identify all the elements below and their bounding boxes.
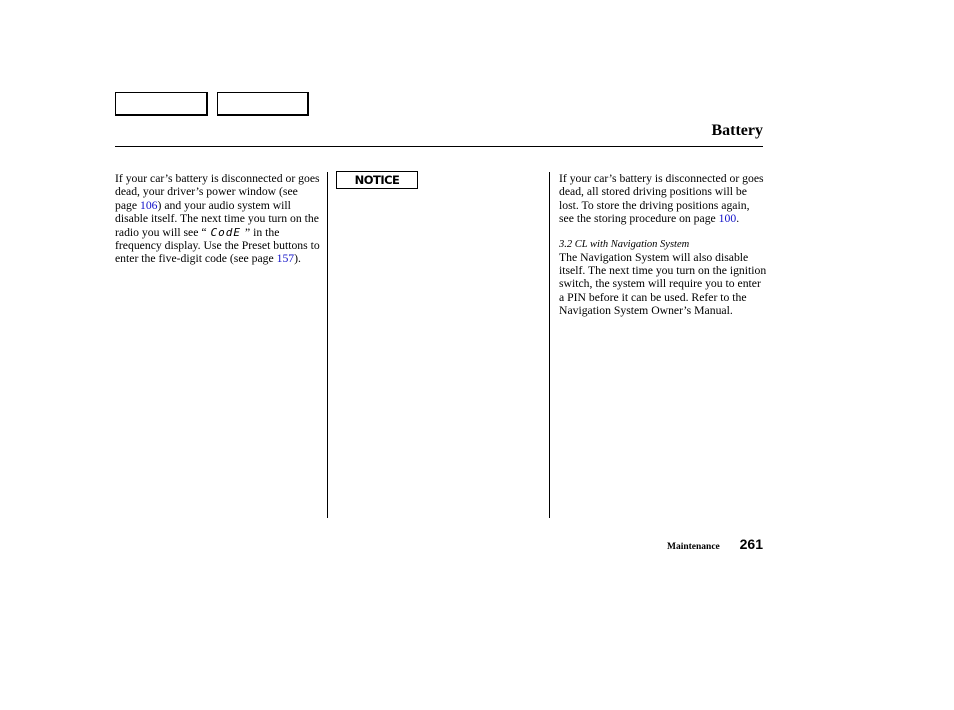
code-display-glyph: CodE (210, 225, 242, 239)
paragraph-text: If your car’s battery is disconnected or goes dead, all stored driving positions will be lost. To store the driving positions again, see the storing procedure on page (559, 172, 764, 226)
paragraph-text: If your car’s battery is disconnected or goes dead, your driver’s power window (see page (115, 172, 320, 212)
title-divider (115, 146, 763, 147)
page-link-106[interactable]: 106 (139, 198, 158, 212)
paragraph-text: . (736, 212, 740, 226)
page-link-157[interactable]: 157 (276, 252, 295, 266)
battery-radio-paragraph (115, 172, 320, 266)
page-link-100[interactable]: 100 (718, 212, 737, 226)
paragraph-text: ) and your audio system will disable itself. The next time you turn on the radio you will see “ (115, 198, 319, 239)
next-page-button[interactable] (217, 92, 309, 116)
paragraph-text: ). (294, 252, 301, 266)
page-title: Battery (711, 122, 763, 139)
driving-positions-paragraph (559, 172, 767, 318)
footer-section-name: Maintenance (667, 542, 720, 552)
paragraph-text: ” in the frequency display. Use the Preset buttons to enter the five-digit code (see page (115, 225, 320, 266)
notice-label: NOTICE (354, 173, 400, 187)
previous-page-button[interactable] (115, 92, 208, 116)
column-divider (327, 172, 328, 518)
notice-label-box (336, 171, 418, 189)
model-subheading: 3.2 CL with Navigation System (559, 238, 690, 250)
navigation-paragraph: The Navigation System will also disable itself. The next time you turn on the ignition switch, the system will require you to enter a PIN before it can be used. Refer to the Navigation System Owner’s Manual. (559, 250, 767, 318)
column-divider (549, 172, 550, 518)
page-number: 261 (739, 536, 763, 552)
